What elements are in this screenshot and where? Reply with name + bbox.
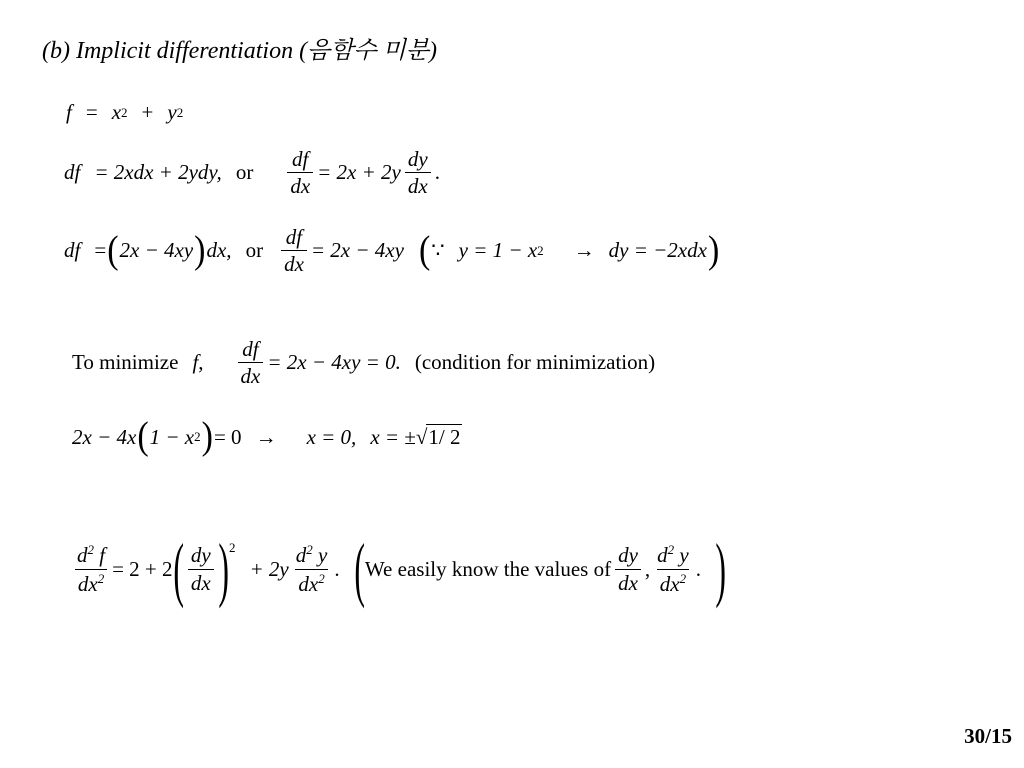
or-text: or bbox=[235, 160, 254, 185]
fraction-d2y-dx2 bbox=[293, 543, 331, 594]
comma: , bbox=[198, 350, 204, 375]
arrow-symbol: → bbox=[255, 424, 277, 449]
exponent: 2 bbox=[121, 104, 128, 120]
left-paren: ( bbox=[353, 527, 365, 609]
derivative-rhs: = 2x − 4xy = 0. bbox=[267, 350, 401, 375]
fraction-denominator: dx bbox=[281, 250, 307, 275]
fraction-numerator: df bbox=[285, 225, 303, 249]
solution-zero: x = 0, bbox=[306, 424, 357, 449]
slide-title: (b) Implicit differentiation (음함수 미분) bbox=[42, 38, 437, 64]
values-note: We easily know the values of bbox=[364, 556, 612, 581]
right-paren: ) bbox=[715, 527, 726, 609]
equation-differential bbox=[64, 148, 440, 197]
second-derivative-rhs: = 2 + 2 bbox=[112, 556, 173, 581]
exponent: 2 bbox=[194, 429, 201, 444]
fraction-numerator: df bbox=[242, 337, 259, 361]
solution-pm: x = ± bbox=[370, 424, 416, 449]
right-paren: ) bbox=[218, 527, 229, 609]
equation-solution bbox=[72, 415, 462, 458]
sqrt-icon: √ bbox=[415, 424, 428, 449]
derivative-rhs: = 2x − 4xy bbox=[310, 238, 404, 263]
fraction-numerator: dy bbox=[618, 543, 638, 568]
derivative-rhs: = 2x + 2y bbox=[317, 160, 401, 185]
right-paren: ) bbox=[194, 228, 206, 272]
fraction-numerator: $d^2$ f bbox=[77, 542, 106, 568]
equals-sign: = bbox=[94, 238, 107, 263]
equation-definition bbox=[66, 100, 183, 125]
fraction-denominator: dx bbox=[405, 172, 431, 197]
equals-zero: = 0 bbox=[213, 424, 242, 449]
left-paren: ( bbox=[418, 228, 431, 272]
exponent: 2 bbox=[537, 242, 544, 258]
equals-sign: = bbox=[85, 100, 98, 124]
fraction-denominator: $dx^2$ bbox=[75, 569, 107, 595]
inner-expression: 1 − x bbox=[149, 424, 195, 449]
lhs-expression: 2x − 4x bbox=[72, 424, 137, 449]
left-paren: ( bbox=[137, 415, 149, 458]
fraction-denominator: $dx^2$ bbox=[295, 569, 327, 595]
fraction-numerator: $d^2$ y bbox=[657, 542, 689, 568]
differential-rhs: = 2xdx + 2ydy, bbox=[94, 160, 222, 185]
period: . bbox=[695, 556, 701, 581]
minimization-note: (condition for minimization) bbox=[414, 350, 656, 375]
fraction-denominator: dx bbox=[287, 172, 313, 197]
left-paren: ( bbox=[172, 527, 184, 609]
fraction-dy-dx bbox=[188, 544, 214, 593]
fraction-dy-dx bbox=[405, 148, 431, 197]
df-term: df bbox=[64, 160, 81, 185]
fraction-numerator: dy bbox=[407, 147, 428, 171]
fraction-df-dx bbox=[281, 226, 307, 275]
fraction-df-dx bbox=[287, 148, 313, 197]
comma: , bbox=[644, 556, 651, 581]
f-var: f bbox=[66, 100, 72, 124]
fraction-d2y-dx2 bbox=[654, 543, 692, 594]
page-number: 30/15 bbox=[964, 724, 1012, 748]
period: . bbox=[434, 160, 440, 185]
fraction-numerator: dy bbox=[190, 543, 211, 568]
minimize-condition bbox=[72, 338, 655, 387]
fraction-denominator: $dx^2$ bbox=[657, 569, 689, 595]
dy-result: dy = −2xdx bbox=[608, 238, 707, 263]
constraint-expression: y = 1 − x bbox=[458, 238, 538, 263]
y-var: y bbox=[167, 100, 177, 124]
arrow-symbol: → bbox=[573, 238, 595, 263]
equation-substitution bbox=[64, 226, 720, 275]
plus-sign: + bbox=[141, 100, 154, 124]
left-paren: ( bbox=[107, 228, 119, 272]
radicand: 1/ 2 bbox=[428, 425, 461, 449]
x-var: x bbox=[111, 100, 122, 124]
fraction-d2f-dx2 bbox=[74, 543, 108, 594]
exponent: 2 bbox=[176, 104, 184, 120]
fraction-denominator: dx bbox=[238, 362, 264, 387]
f-var: f bbox=[192, 350, 199, 375]
dx-term: dx, bbox=[206, 238, 232, 263]
inner-expression: 2x − 4xy bbox=[119, 238, 194, 263]
or-text: or bbox=[245, 238, 264, 263]
equation-second-derivative bbox=[70, 527, 726, 609]
because-symbol: ∵ bbox=[431, 238, 445, 263]
fraction-denominator: dx bbox=[188, 569, 214, 594]
exponent: 2 bbox=[229, 540, 236, 555]
fraction-denominator: dx bbox=[615, 569, 641, 594]
right-paren: ) bbox=[707, 228, 720, 272]
right-paren: ) bbox=[201, 415, 213, 458]
fraction-dy-dx bbox=[615, 544, 641, 593]
df-term: df bbox=[64, 238, 81, 263]
fraction-numerator: $d^2$ y bbox=[295, 542, 328, 568]
fraction-numerator: df bbox=[292, 147, 309, 171]
fraction-df-dx bbox=[238, 338, 264, 387]
second-term: + 2y bbox=[249, 556, 289, 581]
period: . bbox=[334, 556, 340, 581]
minimize-text: To minimize bbox=[72, 350, 179, 375]
